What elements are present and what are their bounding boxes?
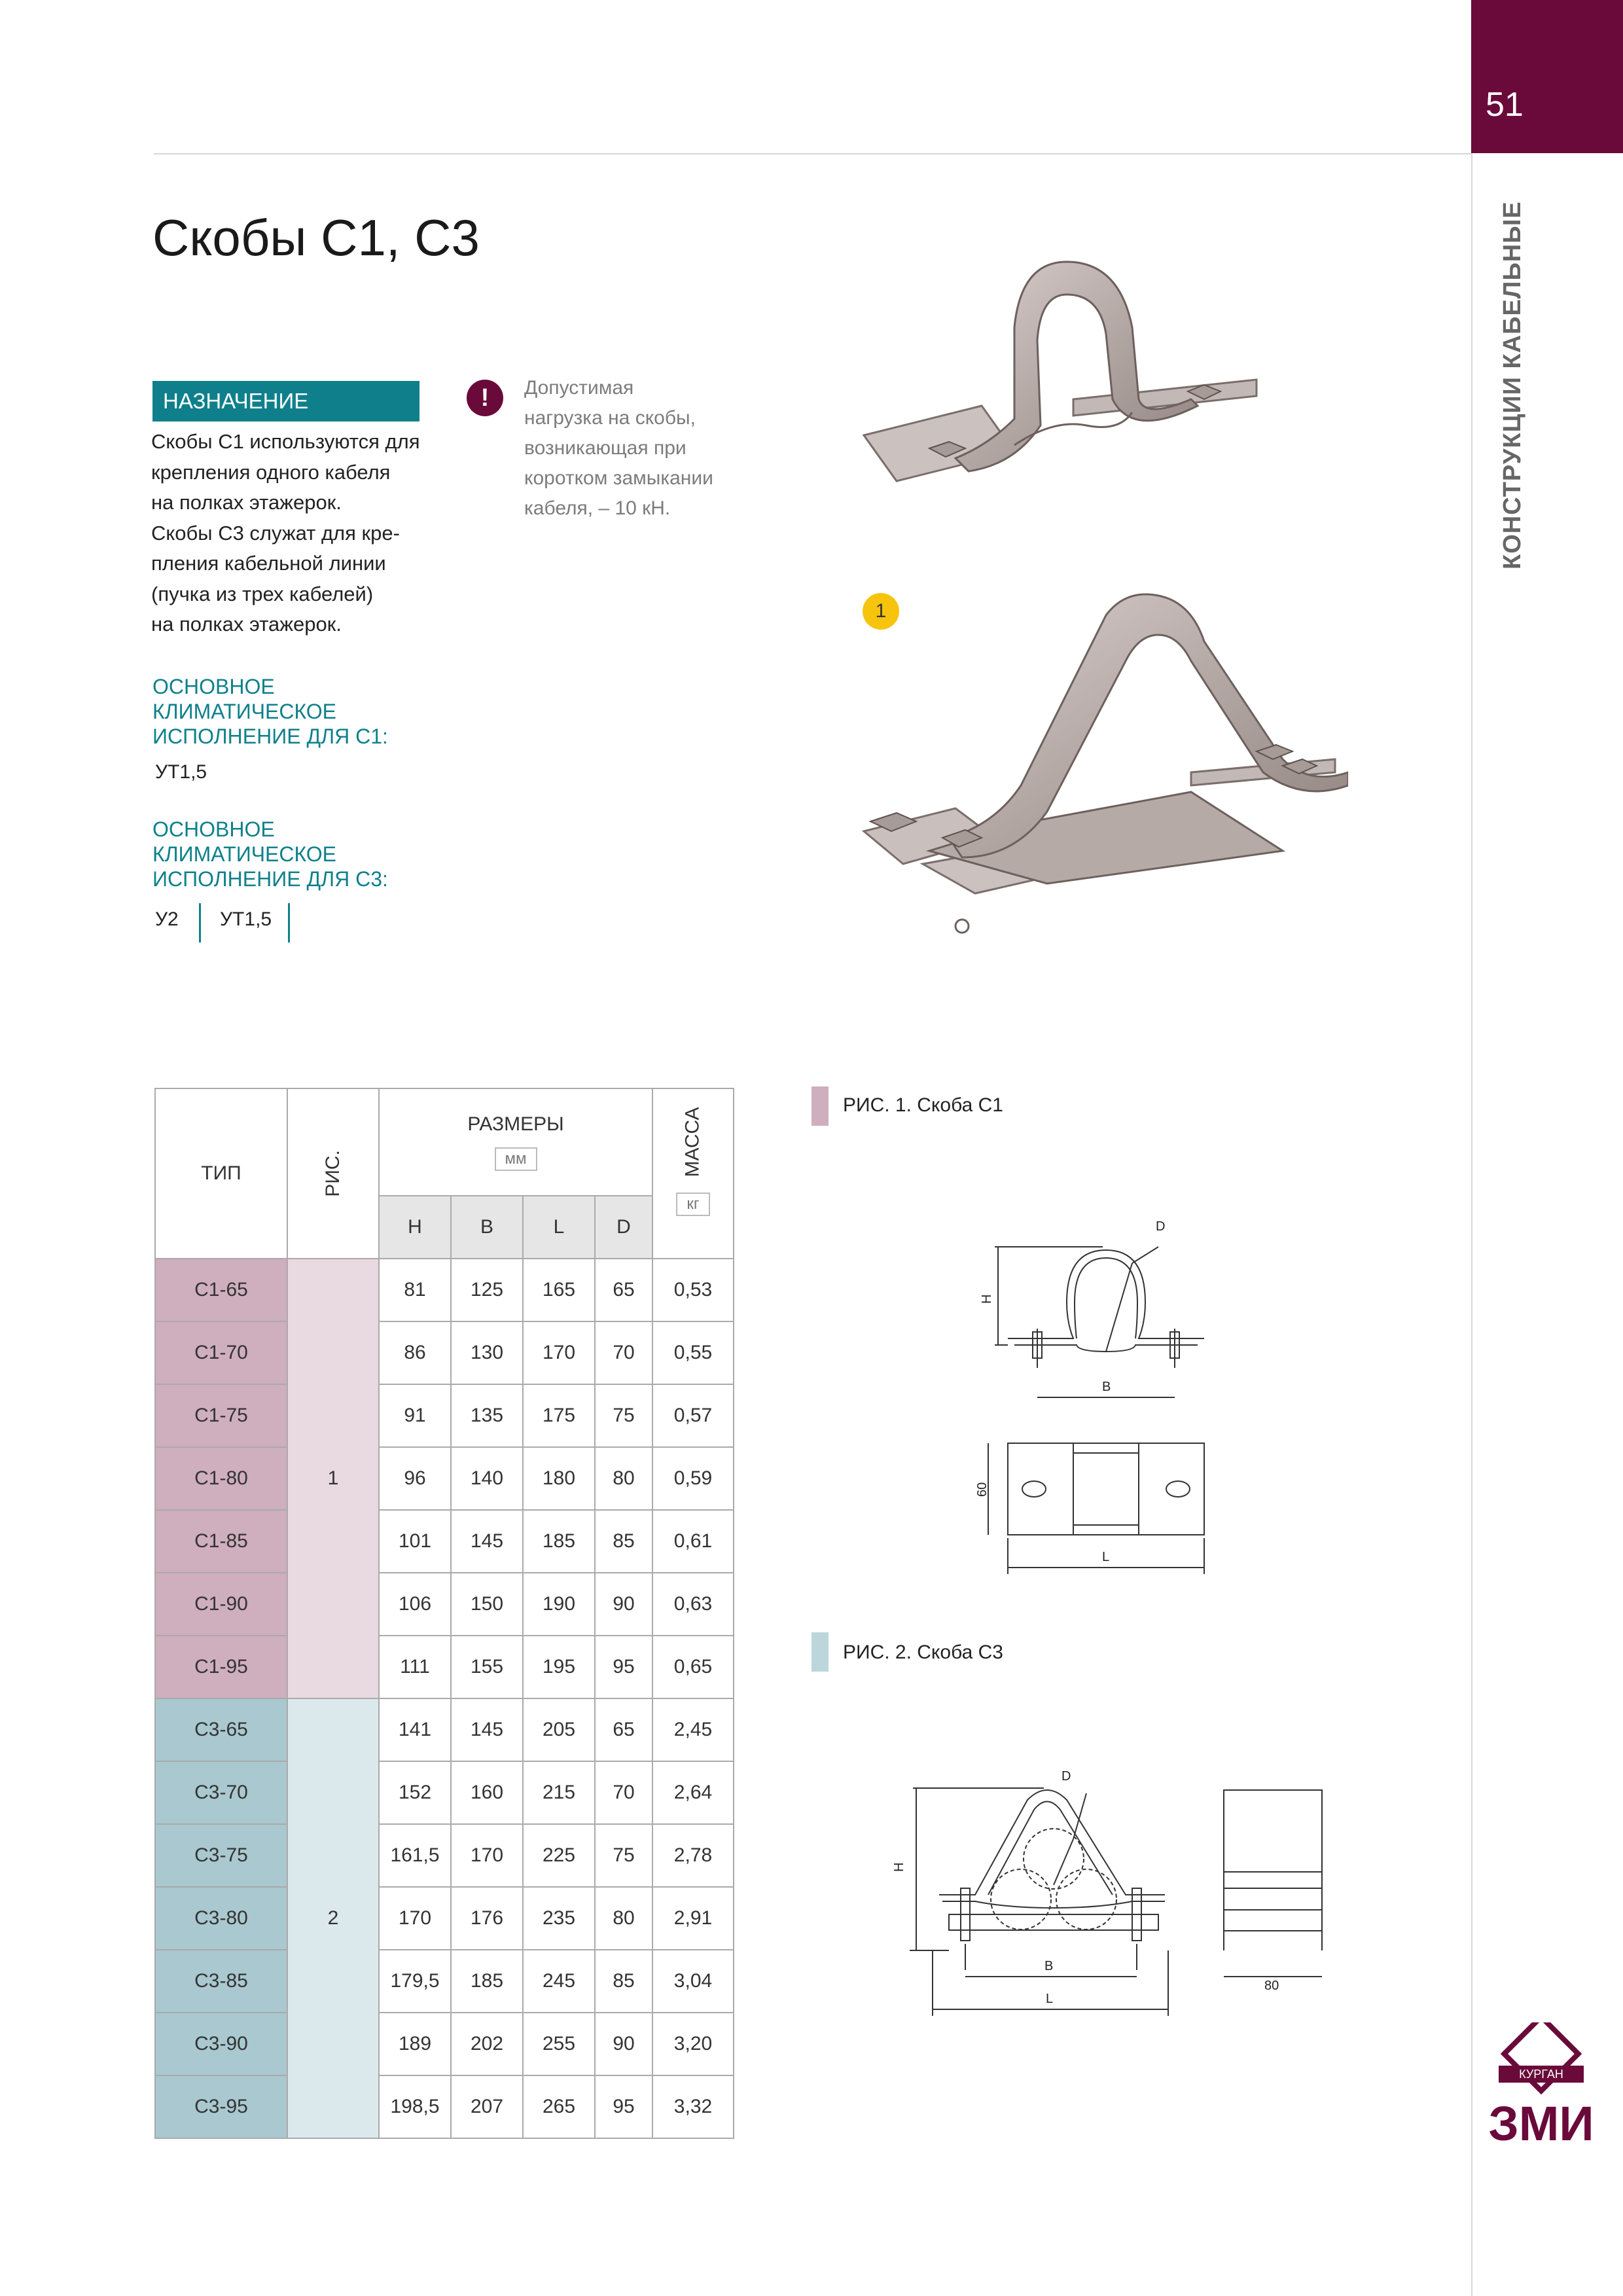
header-type: ТИП [155, 1088, 287, 1259]
cell-d: 65 [595, 1259, 652, 1321]
cell-l: 265 [523, 2075, 595, 2138]
cell-h: 96 [379, 1447, 451, 1510]
dim-label-b: B [1102, 1380, 1111, 1394]
table-row [155, 1824, 734, 1887]
table-row [155, 1950, 734, 2013]
cell-d: 70 [595, 1321, 652, 1384]
cell-d: 85 [595, 1510, 652, 1573]
c1-clamp-photo [857, 249, 1276, 524]
cell-mass: 0,57 [652, 1384, 734, 1447]
table-row [155, 1259, 734, 1321]
cell-type: С3-90 [155, 2013, 287, 2075]
cell-mass: 3,04 [652, 1950, 734, 2013]
cell-type: С3-70 [155, 1761, 287, 1824]
cell-h: 86 [379, 1321, 451, 1384]
climate-c3-heading [152, 817, 414, 891]
header-fig-label: РИС. [321, 1150, 344, 1197]
table-row [155, 1761, 734, 1824]
cell-d: 95 [595, 1636, 652, 1698]
cell-type: С3-95 [155, 2075, 287, 2138]
fig1-drawing [969, 1211, 1257, 1577]
cell-fig: 1 [287, 1259, 379, 1698]
cell-h: 189 [379, 2013, 451, 2075]
heading-line: ОСНОВНОЕ [152, 675, 275, 698]
cell-type: С1-70 [155, 1321, 287, 1384]
c1-rows [155, 1259, 734, 1698]
fig2-drawing [877, 1754, 1348, 2029]
side-band [1471, 0, 1623, 2296]
value-divider [199, 903, 201, 942]
cell-h: 101 [379, 1510, 451, 1573]
header-rule [154, 153, 1471, 154]
dim-label-h: H [892, 1862, 906, 1872]
cell-type: С1-95 [155, 1636, 287, 1698]
purpose-line: на полках этажерок. [151, 613, 342, 636]
cell-d: 65 [595, 1698, 652, 1761]
purpose-line: (пучка из трех кабелей) [151, 582, 374, 605]
fig2-caption: РИС. 2. Скоба С3 [843, 1641, 1003, 1663]
header-dims [379, 1088, 652, 1196]
mass-unit: кг [676, 1193, 709, 1216]
cell-b: 125 [451, 1259, 523, 1321]
cell-l: 175 [523, 1384, 595, 1447]
warning-icon: ! [467, 380, 503, 416]
cell-l: 195 [523, 1636, 595, 1698]
cell-h: 152 [379, 1761, 451, 1824]
alert-line: кабеля, – 10 кН. [524, 497, 671, 519]
value-divider [288, 903, 290, 942]
cell-d: 85 [595, 1950, 652, 2013]
heading-line: ИСПОЛНЕНИЕ ДЛЯ С1: [152, 725, 388, 748]
cell-type: С3-85 [155, 1950, 287, 2013]
alert-line: коротком замыкании [524, 467, 713, 489]
fig2-tag [812, 1632, 829, 1672]
cell-mass: 0,59 [652, 1447, 734, 1510]
table-row [155, 1510, 734, 1573]
purpose-text [151, 427, 439, 640]
purpose-line: пления кабельной линии [151, 552, 386, 575]
alert-line: Допустимая [524, 377, 634, 399]
page-number-box [1471, 0, 1623, 153]
cell-l: 215 [523, 1761, 595, 1824]
cell-h: 161,5 [379, 1824, 451, 1887]
climate-c3-value: У2 [155, 908, 179, 930]
purpose-line: крепления одного кабеля [151, 460, 391, 484]
dim-label-l: L [1102, 1550, 1110, 1564]
cell-h: 198,5 [379, 2075, 451, 2138]
table-row [155, 2013, 734, 2075]
cell-mass: 0,55 [652, 1321, 734, 1384]
cell-h: 106 [379, 1573, 451, 1636]
page-title: Скобы С1, С3 [152, 209, 480, 266]
company-logo [1486, 2022, 1597, 2147]
figure-badge: 1 [863, 593, 899, 630]
alert-line: нагрузка на скобы, [524, 407, 696, 429]
cell-d: 75 [595, 1824, 652, 1887]
header-mass [652, 1088, 734, 1259]
heading-line: ОСНОВНОЕ [152, 817, 275, 841]
table-row [155, 2075, 734, 2138]
cell-mass: 0,65 [652, 1636, 734, 1698]
cell-mass: 0,53 [652, 1259, 734, 1321]
table-row [155, 1321, 734, 1384]
cell-type: С1-85 [155, 1510, 287, 1573]
cell-b: 150 [451, 1573, 523, 1636]
header-b: B [451, 1196, 523, 1259]
cell-d: 95 [595, 2075, 652, 2138]
cell-type: С3-65 [155, 1698, 287, 1761]
cell-b: 135 [451, 1384, 523, 1447]
header-fig [287, 1088, 379, 1259]
fig1-tag [812, 1086, 829, 1126]
alert-note [524, 373, 740, 524]
dim-label-w: 80 [1264, 1979, 1279, 1993]
dim-label-b: B [1044, 1959, 1054, 1973]
heading-line: КЛИМАТИЧЕСКОЕ [152, 700, 336, 723]
header-dims-label: РАЗМЕРЫ [467, 1113, 564, 1135]
purpose-heading: НАЗНАЧЕНИЕ [152, 381, 419, 422]
cell-b: 145 [451, 1698, 523, 1761]
cell-h: 91 [379, 1384, 451, 1447]
dims-unit: мм [495, 1147, 537, 1171]
cell-h: 179,5 [379, 1950, 451, 2013]
cell-l: 185 [523, 1510, 595, 1573]
cell-l: 245 [523, 1950, 595, 2013]
cell-d: 80 [595, 1887, 652, 1950]
cell-b: 202 [451, 2013, 523, 2075]
cell-l: 235 [523, 1887, 595, 1950]
cell-d: 70 [595, 1761, 652, 1824]
cell-h: 141 [379, 1698, 451, 1761]
cell-d: 80 [595, 1447, 652, 1510]
climate-c3-value: УТ1,5 [220, 908, 272, 930]
cell-h: 81 [379, 1259, 451, 1321]
cell-mass: 2,91 [652, 1887, 734, 1950]
heading-line: КЛИМАТИЧЕСКОЕ [152, 842, 336, 866]
cell-l: 165 [523, 1259, 595, 1321]
cell-mass: 2,64 [652, 1761, 734, 1824]
cell-l: 180 [523, 1447, 595, 1510]
header-d: D [595, 1196, 652, 1259]
cell-mass: 2,45 [652, 1698, 734, 1761]
svg-text:КУРГАН: КУРГАН [1519, 2068, 1563, 2081]
c3-rows [155, 1698, 734, 2138]
table-row [155, 1447, 734, 1510]
cell-type: С3-75 [155, 1824, 287, 1887]
cell-b: 185 [451, 1950, 523, 2013]
c3-clamp-photo [851, 576, 1348, 956]
cell-type: С1-90 [155, 1573, 287, 1636]
cell-l: 225 [523, 1824, 595, 1887]
purpose-line: Скобы С1 используются для [151, 430, 420, 453]
cell-b: 160 [451, 1761, 523, 1824]
cell-type: С1-65 [155, 1259, 287, 1321]
climate-c1-heading [152, 674, 414, 749]
heading-line: ИСПОЛНЕНИЕ ДЛЯ С3: [152, 867, 388, 891]
cell-type: С3-80 [155, 1887, 287, 1950]
cell-mass: 2,78 [652, 1824, 734, 1887]
cell-mass: 0,61 [652, 1510, 734, 1573]
cell-type: С1-75 [155, 1384, 287, 1447]
cell-mass: 0,63 [652, 1573, 734, 1636]
header-mass-label: МАССА [682, 1107, 704, 1177]
cell-d: 90 [595, 1573, 652, 1636]
cell-b: 140 [451, 1447, 523, 1510]
cell-b: 145 [451, 1510, 523, 1573]
table-row [155, 1636, 734, 1698]
header-l: L [523, 1196, 595, 1259]
table-row [155, 1573, 734, 1636]
cell-b: 207 [451, 2075, 523, 2138]
cell-l: 205 [523, 1698, 595, 1761]
cell-b: 176 [451, 1887, 523, 1950]
section-title-vertical: КОНСТРУКЦИИ КАБЕЛЬНЫЕ [1499, 201, 1526, 569]
cell-l: 255 [523, 2013, 595, 2075]
cell-fig: 2 [287, 1698, 379, 2138]
cell-b: 155 [451, 1636, 523, 1698]
cell-mass: 3,20 [652, 2013, 734, 2075]
svg-text:ЗМИ: ЗМИ [1488, 2096, 1594, 2147]
purpose-line: на полках этажерок. [151, 491, 342, 514]
purpose-line: Скобы С3 служат для кре- [151, 521, 400, 545]
climate-c1-value: УТ1,5 [155, 761, 207, 783]
dim-label-l: L [1046, 1992, 1054, 2006]
cell-d: 90 [595, 2013, 652, 2075]
table-row [155, 1887, 734, 1950]
dim-label-w: 60 [975, 1482, 990, 1497]
cell-b: 170 [451, 1824, 523, 1887]
cell-b: 130 [451, 1321, 523, 1384]
dim-label-d: D [1156, 1219, 1166, 1234]
cell-h: 170 [379, 1887, 451, 1950]
spec-table [154, 1088, 734, 2139]
dim-label-d: D [1061, 1769, 1071, 1784]
cell-mass: 3,32 [652, 2075, 734, 2138]
cell-l: 170 [523, 1321, 595, 1384]
fig1-caption: РИС. 1. Скоба С1 [843, 1094, 1003, 1116]
page-number: 51 [1486, 86, 1524, 124]
alert-line: возникающая при [524, 437, 687, 459]
cell-l: 190 [523, 1573, 595, 1636]
header-h: H [379, 1196, 451, 1259]
cell-h: 111 [379, 1636, 451, 1698]
cell-d: 75 [595, 1384, 652, 1447]
cell-type: С1-80 [155, 1447, 287, 1510]
dim-label-h: H [980, 1294, 994, 1304]
table-row [155, 1698, 734, 1761]
table-row [155, 1384, 734, 1447]
